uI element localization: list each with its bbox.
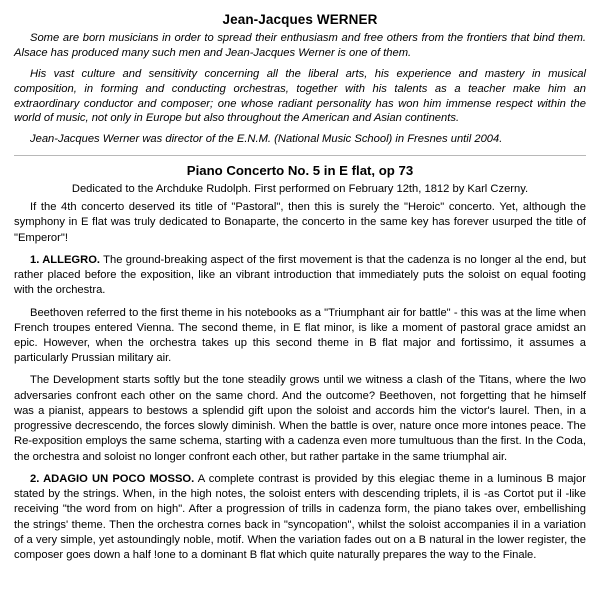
bio-paragraph: Some are born musicians in order to spread their enthusiasm and free others from the frontiers that bind them. Alsace has produced many such men and Jean-Jacques Werner is one of them.	[14, 32, 586, 59]
movement-1-text: The ground-breaking aspect of the first movement is that the cadenza is no longer al the end, but rather placed before the exposition, like an vibrant introduction that immediately puts the soloist on equal footing with the orchestra.	[14, 253, 587, 297]
movement-2-paragraph	[14, 472, 586, 563]
movement-2-text: A complete contrast is provided by this elegiac theme in a luminous B major stated by the strings. When, in the high notes, the soloist enters with descending triplets, il is -as Cortot put il -like receiving "the word from on high". After a progression of trills in cadenza form, the piano takes over, embellishing the strings' theme. Then the orchestra cornes back in "syncopation", whilst the soloist accompanies il in a variation of a very simple, yet astoundingly noble, motif. When the variation fades out on a B natural in the lower register, the composer goes down a half !one to a dominant B flat which quite naturally prepares the way to the Finale.	[14, 472, 586, 562]
movement-2-label: 2. ADAGIO UN POCO MOSSO.	[30, 472, 195, 485]
work-dedication: Dedicated to the Archduke Rudolph. First performed on February 12th, 1812 by Karl Czerny.	[71, 183, 529, 196]
bio-paragraph: Jean-Jacques Werner was director of the E.N.M. (National Music School) in Fresnes until 2004.	[30, 133, 503, 146]
movement-1-paragraph	[14, 253, 586, 299]
section-divider	[14, 155, 586, 156]
bio-paragraph: His vast culture and sensitivity concerning all the liberal arts, his experience and mastery in musical composition, in forming and conducting orchestras, together with his talents as a teacher make him an extraordinary conductor and composer; one whose radiant personality has won him immense respect within the world of music, not only in Europe but also throughout the American and Asian continents.	[14, 67, 586, 125]
work-intro-paragraph: If the 4th concerto deserved its title of "Pastoral", then this is surely the "Heroic" concerto. Yet, although the symphony in E flat was truly dedicated to Bonaparte, the concerto in the same key has forever usurped the title of "Emperor"!	[14, 201, 586, 244]
biography-section	[14, 31, 586, 147]
work-body	[14, 200, 586, 563]
page-title: Jean-Jacques WERNER	[222, 12, 378, 27]
movement-1-paragraph: The Development starts softly but the tone steadily grows until we witness a clash of the Titans, where the lwo adversaries confront each other on the same chord. And the outcome? Beethoven, not forgetting that he himself was a pianist, appears to bestows a splendid gift upon the soloist and accords him the victor's laurel. Then, in a progressive decrescendo, the forces slowly diminish. When the battle is over, nature once more intones peace. The Re-exposition employs the same schema, starting with a cadenza even more tumultuous than the first. In the Coda, the orchestra and soloist no longer confront each other, but rather partake in the same triumphal air.	[14, 374, 586, 463]
work-title: Piano Concerto No. 5 in E flat, op 73	[186, 163, 414, 179]
movement-1-label: 1. ALLEGRO.	[30, 253, 101, 266]
movement-1-paragraph: Beethoven referred to the first theme in his notebooks as a "Triumphant air for battle" - this was at the lime when French troupes entered Vienna. The second theme, in E flat minor, is like a moment of pastoral grace amidst an epic. However, when the orchestra takes up this second theme in B flat major and fortissimo, it assumes a particularly Prussian military air.	[14, 306, 586, 365]
